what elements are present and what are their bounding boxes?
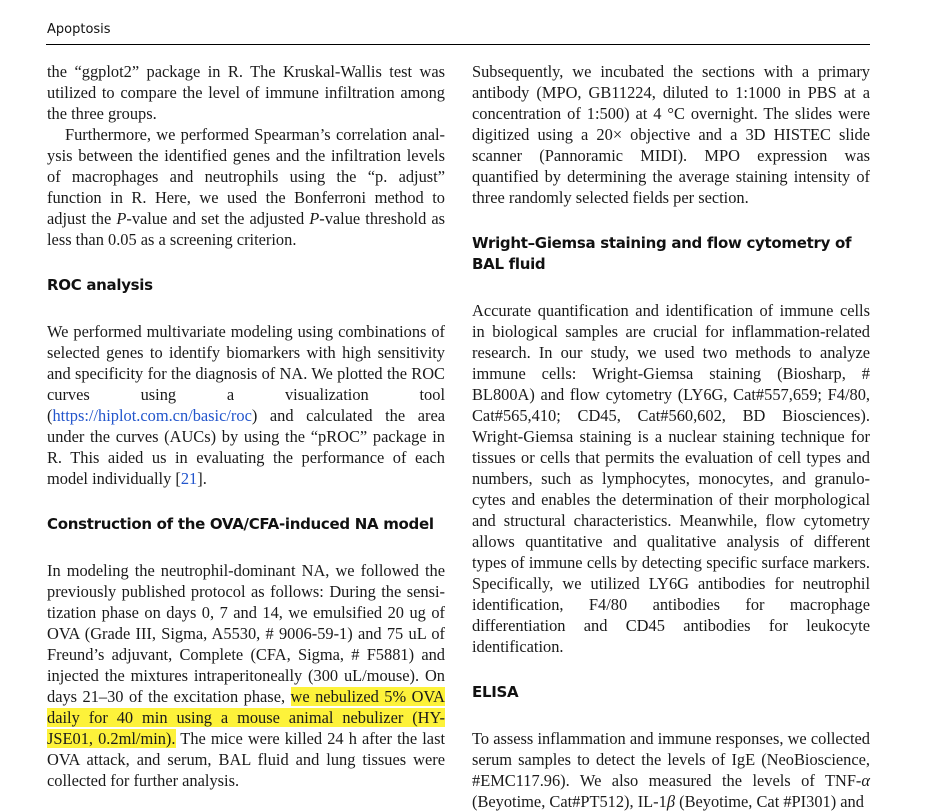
- hiplot-link[interactable]: https://hiplot.com.cn/basic/roc: [52, 406, 252, 425]
- paragraph-immune-infiltration: the “ggplot2” package in R. The Kruskal-Wallis test was utilized to compare the level of immune infiltration among the three groups.: [47, 62, 445, 123]
- p-symbol: P: [116, 209, 127, 228]
- paragraph-na-model: [47, 560, 445, 791]
- alpha-symbol: α: [861, 771, 870, 790]
- paragraph-spearman: [47, 124, 445, 250]
- paragraph-mpo: Subsequently, we incubated the sections with a primary antibody (MPO, GB11224, diluted to 1:1000 in PBS at a concentration of 1:500) at 4 °C overnight. The slides were digitized using a 20× objective and a 3D HISTEC slide scanner (Pannoramic MIDI). MPO expression was quantified by determining the average staining intensity of three randomly selected fields per section.: [472, 62, 870, 207]
- heading-wright-giemsa: Wright–Giemsa staining and flow cytometry of BAL fluid: [472, 234, 852, 273]
- text-span: (Beyotime, Cat #PI301) and: [675, 792, 864, 811]
- text-span: To assess inflammation and immune responses, we collected serum samples to detect the levels of IgE (NeoBioscience, #EMC117.96). We also measured the levels of TNF-: [472, 729, 870, 790]
- text-span: ].: [197, 469, 207, 488]
- left-column: [47, 61, 445, 791]
- heading-elisa: ELISA: [472, 683, 519, 701]
- text-span: Furthermore, we performed Spearman’s correlation analysis between the identified genes and the infiltration levels of macrophages and neutrophils using the “p. adjust” function in R. Here, we used the Bonferroni method to adjust the: [47, 125, 445, 228]
- heading-roc-analysis: ROC analysis: [47, 276, 153, 294]
- citation-link[interactable]: 21: [180, 469, 198, 488]
- text-span: We performed multivariate modeling using combinations of selected genes to identify biomarkers with high sensitivity and specificity for the diagnosis of NA. We plotted the ROC curves using a visualization tool (: [47, 322, 445, 425]
- right-column: [472, 61, 870, 812]
- text-span: (Beyotime, Cat#PT512), IL-1: [472, 792, 667, 811]
- text-span: In modeling the neutrophil-dominant NA, we followed the previously published protocol as follows: During the sensitization phase on days 0, 7 and 14, we emulsified 20 ug of OVA (Grade III, Sigma, A5530, # 9006-59-1) and 75 uL of Freund’s adjuvant, Complete (CFA, Sigma, # F5881) and injected the mixtures intraperitoneally (300 uL/mouse). On days 21–30 of the excitation phase,: [47, 561, 445, 706]
- text-span: ) and calculated the area under the curves (AUCs) by using the “pROC” package in R. This aided us in evaluating the performance of each model individually [: [47, 406, 445, 488]
- text-span: -value threshold as less than 0.05 as a screening criterion.: [47, 209, 445, 249]
- paragraph-elisa: [472, 728, 870, 812]
- heading-ova-cfa-model: Construction of the OVA/CFA-induced NA model: [47, 515, 434, 533]
- header-rule: [46, 44, 870, 45]
- paragraph-roc: [47, 321, 445, 489]
- text-span: -value and set the adjusted: [126, 209, 310, 228]
- p-symbol: P: [309, 209, 320, 228]
- beta-symbol: β: [666, 792, 676, 811]
- text-span: The mice were killed 24 h after the last OVA attack, and serum, BAL fluid and lung tissues were collected for further analysis.: [47, 729, 445, 790]
- highlighted-text[interactable]: we nebulized 5% OVA daily for 40 min using a mouse animal nebulizer (HY-JSE01, 0.2ml/min).: [47, 687, 445, 748]
- paragraph-flow-cytometry: Accurate quantification and identification of immune cells in biological samples are crucial for inflammation-related research. In our study, we used two methods to analyze immune cells: Wright-Giemsa staining (Biosharp, # BL800A) and flow cytometry (LY6G, Cat#557,659; F4/80, Cat#565,410; CD45, Cat#560,602, BD Biosciences). Wright-Giemsa staining is a nuclear staining technique for tissues or cells that permits the evaluation of cell types and numbers, such as lymphocytes, monocytes, and granulocytes and enables the determination of their morphological and structural characteristics. Meanwhile, flow cytometry allows quantitative and qualitative analysis of different types of immune cells by detecting specific surface markers. Specifically, we utilized LY6G antibodies for neutrophil identification, F4/80 antibodies for macrophage differentiation and CD45 antibodies for leukocyte identification.: [472, 301, 870, 656]
- running-head: Apoptosis: [47, 22, 111, 37]
